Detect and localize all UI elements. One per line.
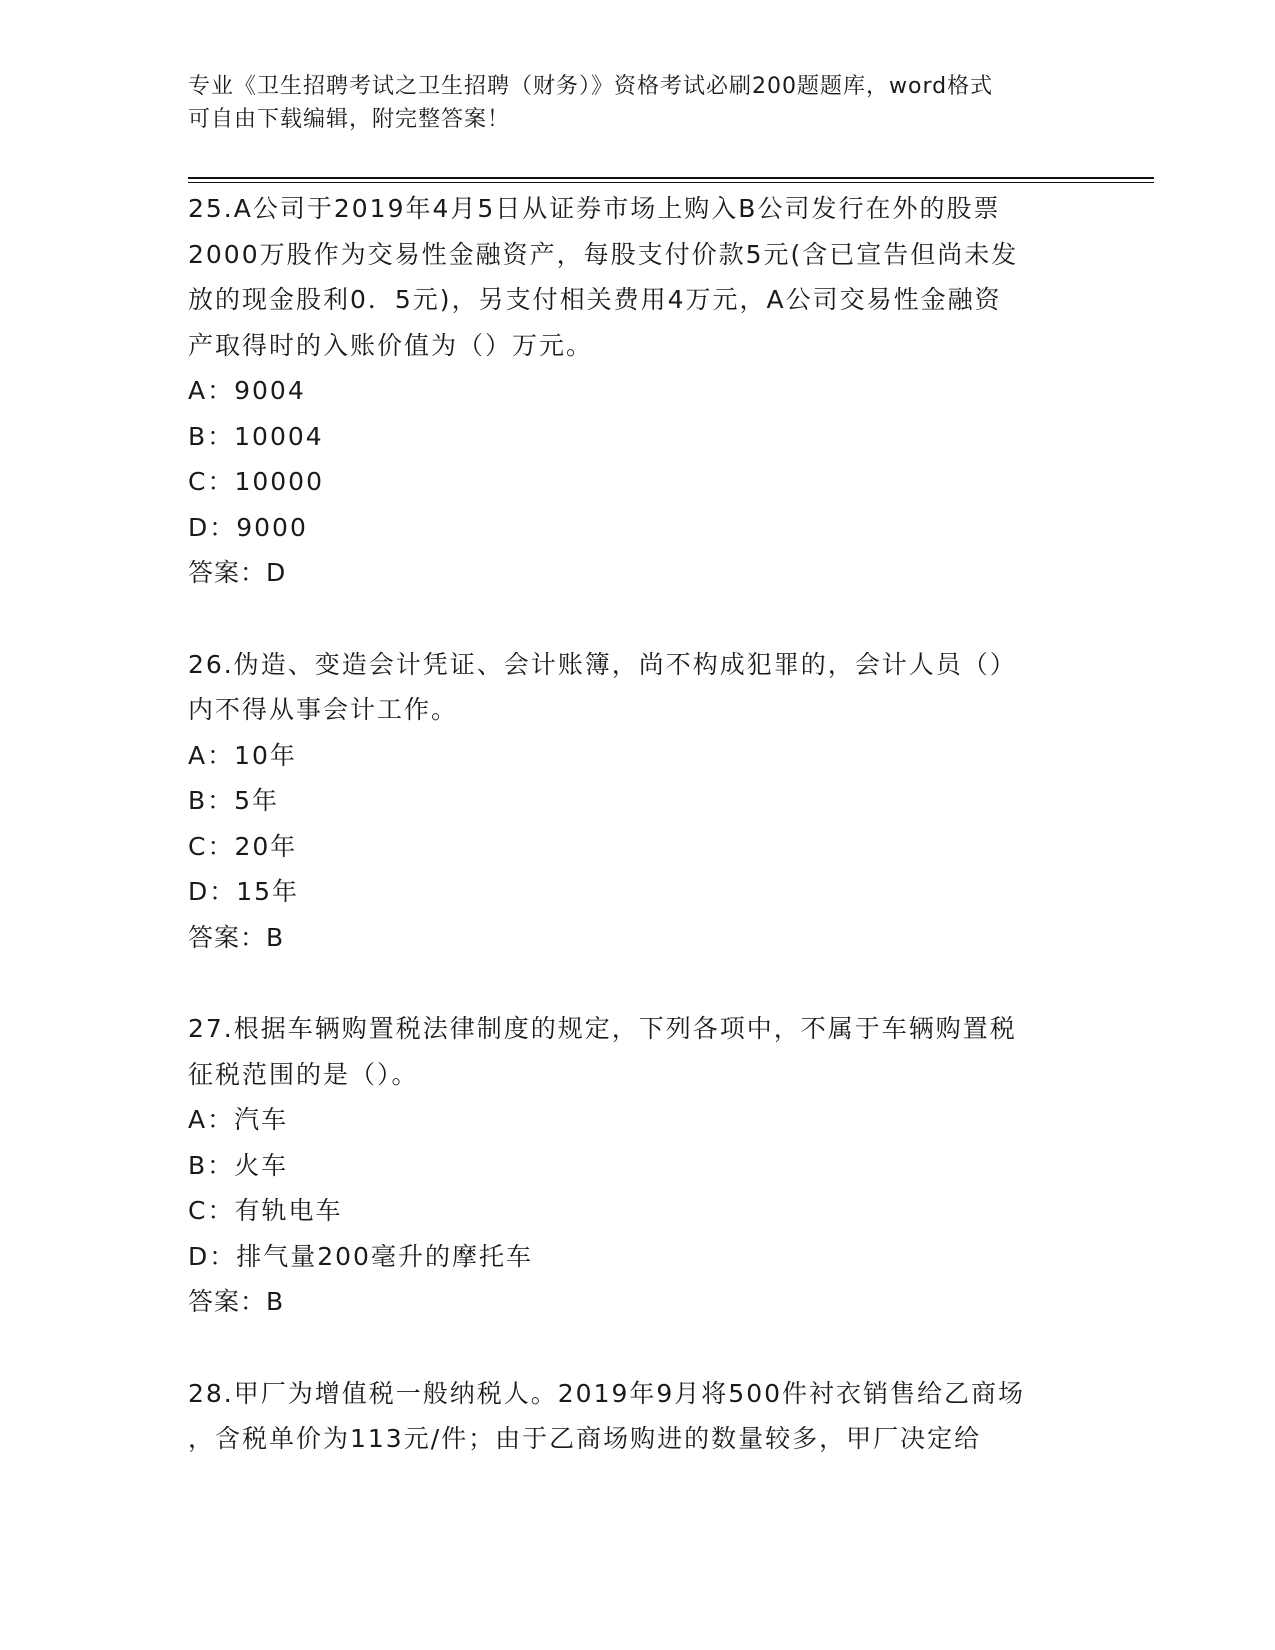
option-b: B：10004 bbox=[188, 421, 324, 451]
option-c: C：20年 bbox=[188, 831, 298, 861]
option-a: A：9004 bbox=[188, 376, 306, 405]
question-stem bbox=[188, 186, 1088, 368]
question-28 bbox=[188, 1371, 1088, 1462]
stem-line: 内不得从事会计工作。 bbox=[188, 695, 459, 724]
question-25 bbox=[188, 186, 1088, 596]
option-d: D：15年 bbox=[188, 877, 300, 906]
question-spacer bbox=[188, 1325, 1088, 1371]
stem-line: 征税范围的是（）。 bbox=[188, 1059, 419, 1089]
stem-line: 放的现金股利0．5元)，另支付相关费用4万元，A公司交易性金融资 bbox=[188, 285, 1002, 314]
question-26 bbox=[188, 642, 1088, 961]
header-divider-thin bbox=[188, 182, 1154, 183]
option-d: D：9000 bbox=[188, 512, 308, 542]
stem-line: 2000万股作为交易性金融资产，每股支付价款5元(含已宣告但尚未发 bbox=[188, 239, 1019, 269]
question-list bbox=[188, 186, 1088, 1462]
option-c: C：有轨电车 bbox=[188, 1196, 343, 1225]
stem-line: ，含税单价为113元/件；由于乙商场购进的数量较多，甲厂决定给 bbox=[188, 1424, 982, 1453]
header-line-2: 可自由下载编辑，附完整答案！ bbox=[188, 107, 511, 132]
question-stem bbox=[188, 1006, 1088, 1097]
option-c: C：10000 bbox=[188, 467, 324, 496]
header-line-1: 专业《卫生招聘考试之卫生招聘（财务）》资格考试必刷200题题库，word格式 bbox=[188, 74, 994, 99]
stem-line: 产取得时的入账价值为（）万元。 bbox=[188, 330, 594, 360]
answer-line: 答案：B bbox=[188, 922, 285, 952]
header-divider-thick bbox=[188, 177, 1154, 179]
question-27 bbox=[188, 1006, 1088, 1325]
option-b: B：5年 bbox=[188, 786, 280, 815]
question-spacer bbox=[188, 596, 1088, 642]
document-header bbox=[188, 70, 1068, 136]
stem-line: 28.甲厂为增值税一般纳税人。2019年9月将500件衬衣销售给乙商场 bbox=[188, 1378, 1026, 1408]
option-b: B：火车 bbox=[188, 1150, 289, 1180]
question-spacer bbox=[188, 960, 1088, 1006]
question-stem bbox=[188, 1371, 1088, 1462]
stem-line: 27.根据车辆购置税法律制度的规定，下列各项中，不属于车辆购置税 bbox=[188, 1014, 1017, 1043]
stem-line: 26.伪造、变造会计凭证、会计账簿，尚不构成犯罪的，会计人员（） bbox=[188, 649, 1017, 679]
option-d: D：排气量200毫升的摩托车 bbox=[188, 1241, 533, 1271]
answer-line: 答案：B bbox=[188, 1287, 285, 1316]
option-a: A：汽车 bbox=[188, 1105, 289, 1134]
option-a: A：10年 bbox=[188, 740, 297, 770]
answer-line: 答案：D bbox=[188, 558, 287, 587]
question-stem bbox=[188, 642, 1088, 733]
stem-line: 25.A公司于2019年4月5日从证券市场上购入B公司发行在外的股票 bbox=[188, 194, 1001, 223]
